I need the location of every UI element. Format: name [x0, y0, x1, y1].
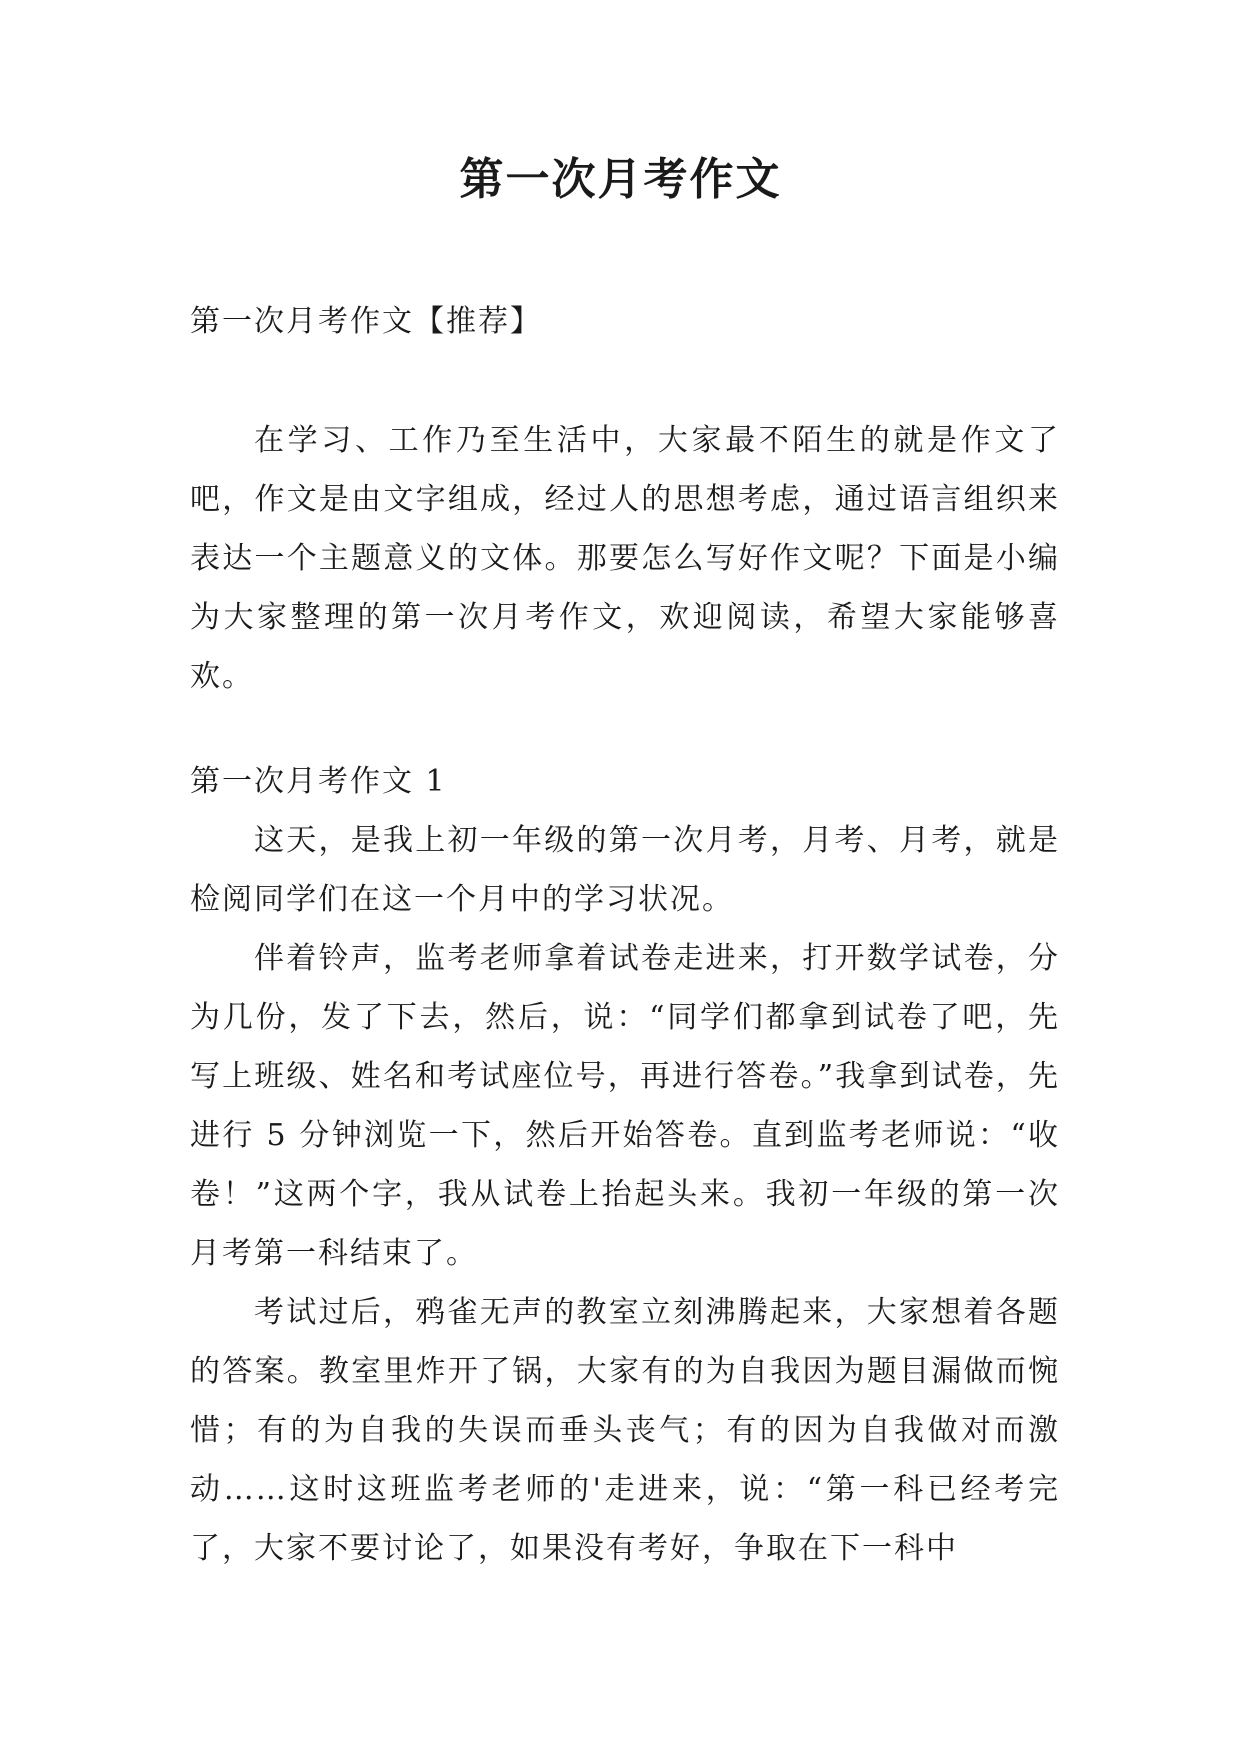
body-paragraph: 考试过后，鸦雀无声的教室立刻沸腾起来，大家想着各题的答案。教室里炸开了锅，大家有的为自我因为题目漏做而惋惜；有的为自我的失误而垂头丧气；有的因为自我做对而激动……这时这班监考老师的'走进来，说：“第一科已经考完了，大家不要讨论了，如果没有考好，争取在下一科中	[190, 1295, 1060, 1566]
body-paragraph: 伴着铃声，监考老师拿着试卷走进来，打开数学试卷，分为几份，发了下去，然后，说：“同学们都拿到试卷了吧，先写上班级、姓名和考试座位号，再进行答卷。”我拿到试卷，先进行 5 分钟浏览一下，然后开始答卷。直到监考老师说：“收卷！”这两个字，我从试卷上抬起头来。我初一年级的第一次月考第一科结束了。	[190, 941, 1060, 1271]
body-paragraph: 这天，是我上初一年级的第一次月考，月考、月考，就是检阅同学们在这一个月中的学习状况。	[190, 823, 1060, 917]
section-heading: 第一次月考作文 1	[190, 764, 447, 799]
document-subtitle: 第一次月考作文【推荐】	[190, 304, 542, 339]
intro-paragraph: 在学习、工作乃至生活中，大家最不陌生的就是作文了吧，作文是由文字组成，经过人的思想考虑，通过语言组织来表达一个主题意义的文体。那要怎么写好作文呢？下面是小编为大家整理的第一次月考作文，欢迎阅读，希望大家能够喜欢。	[190, 423, 1060, 694]
spacer	[190, 706, 1060, 752]
document-body	[190, 292, 1060, 1578]
spacer	[190, 351, 1060, 411]
document-title: 第一次月考作文	[459, 154, 782, 205]
